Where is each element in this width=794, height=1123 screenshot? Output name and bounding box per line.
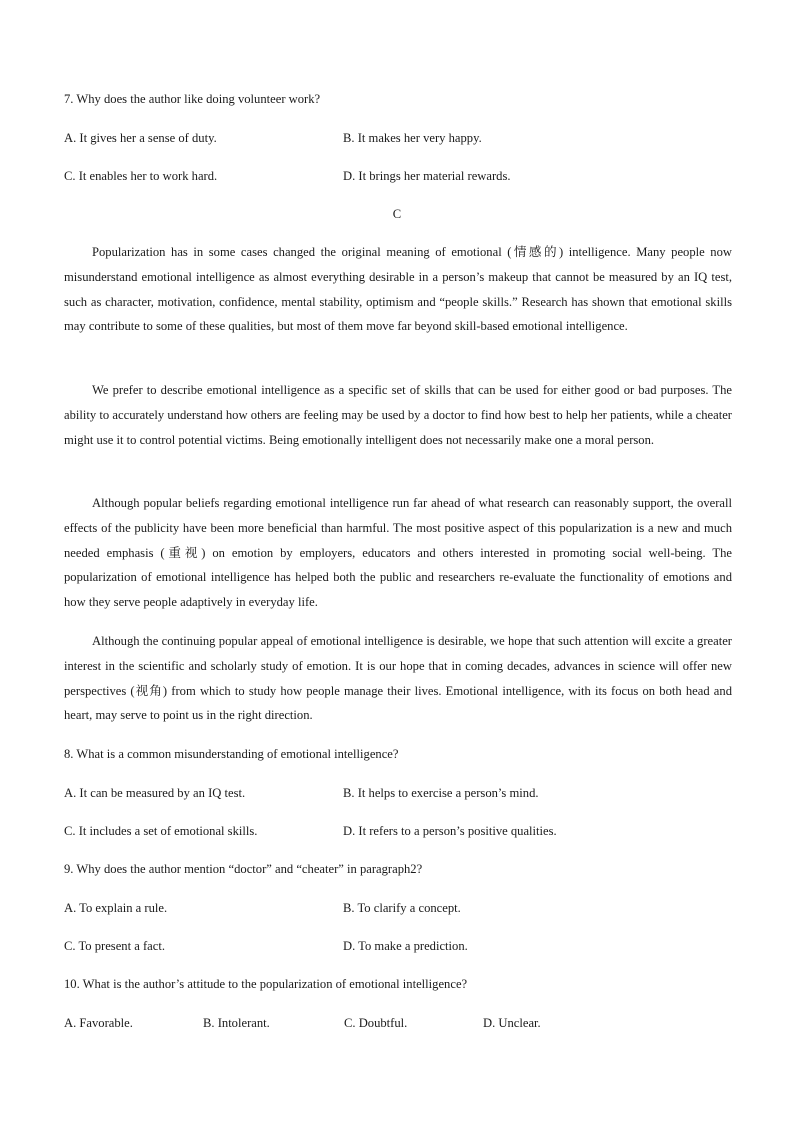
- question-9-option-d: D. To make a prediction.: [343, 939, 468, 953]
- question-7-option-c: C. It enables her to work hard.: [64, 169, 218, 183]
- passage-paragraph-1: Popularization has in some cases changed the original meaning of emotional (情感的) intelligence. Many people now misunderstand emotional intelligence as almost everything desirable in a person’s makeup that cannot be measured by an IQ test, such as character, motivation, confidence, mental stability, optimism and “people skills.” Research has shown that emotional skills may contribute to some of these qualities, but most of them move far beyond skill-based emotional intelligence.: [64, 245, 732, 334]
- passage-paragraph-4: Although the continuing popular appeal of emotional intelligence is desirable, we hope that such attention will excite a greater interest in the scientific and scholarly study of emotion. It is our hope that in coming decades, advances in science will offer new perspectives (视角) from which to study how people manage their lives. Emotional intelligence, with its focus on both head and heart, may serve to point us in the right direction.: [64, 634, 732, 723]
- question-10-stem: 10. What is the author’s attitude to the popularization of emotional intelligence?: [64, 977, 468, 991]
- question-9-option-b: B. To clarify a concept.: [343, 901, 461, 915]
- question-7-option-b: B. It makes her very happy.: [343, 131, 482, 145]
- question-10-option-a: A. Favorable.: [64, 1016, 133, 1030]
- question-7-stem: 7. Why does the author like doing volunteer work?: [64, 92, 321, 106]
- question-8-option-c: C. It includes a set of emotional skills.: [64, 824, 258, 838]
- question-10-option-d: D. Unclear.: [483, 1016, 541, 1030]
- question-10-option-b: B. Intolerant.: [203, 1016, 270, 1030]
- question-7-option-a: A. It gives her a sense of duty.: [64, 131, 217, 145]
- question-7-option-d: D. It brings her material rewards.: [343, 169, 511, 183]
- question-8-option-d: D. It refers to a person’s positive qualities.: [343, 824, 557, 838]
- question-8-option-b: B. It helps to exercise a person’s mind.: [343, 786, 539, 800]
- question-8-option-a: A. It can be measured by an IQ test.: [64, 786, 246, 800]
- passage-paragraph-2: We prefer to describe emotional intelligence as a specific set of skills that can be used for either good or bad purposes. The ability to accurately understand how others are feeling may be used by a doctor to find how best to help her patients, while a cheater might use it to control potential victims. Being emotionally intelligent does not necessarily make one a moral person.: [64, 383, 732, 447]
- question-9-option-a: A. To explain a rule.: [64, 901, 168, 915]
- question-8-stem: 8. What is a common misunderstanding of emotional intelligence?: [64, 747, 399, 761]
- passage-paragraph-3: Although popular beliefs regarding emotional intelligence run far ahead of what research can reasonably support, the overall effects of the publicity have been more beneficial than harmful. The most positive aspect of this popularization is a new and much needed emphasis (重视) on emotion by employers, educators and others interested in promoting social well-being. The popularization of emotional intelligence has helped both the public and researchers re-evaluate the functionality of emotions and how they serve people adaptively in everyday life.: [64, 496, 732, 610]
- question-9-option-c: C. To present a fact.: [64, 939, 166, 953]
- question-10-option-c: C. Doubtful.: [344, 1016, 408, 1030]
- section-label: C: [392, 207, 402, 221]
- question-9-stem: 9. Why does the author mention “doctor” and “cheater” in paragraph2?: [64, 862, 423, 876]
